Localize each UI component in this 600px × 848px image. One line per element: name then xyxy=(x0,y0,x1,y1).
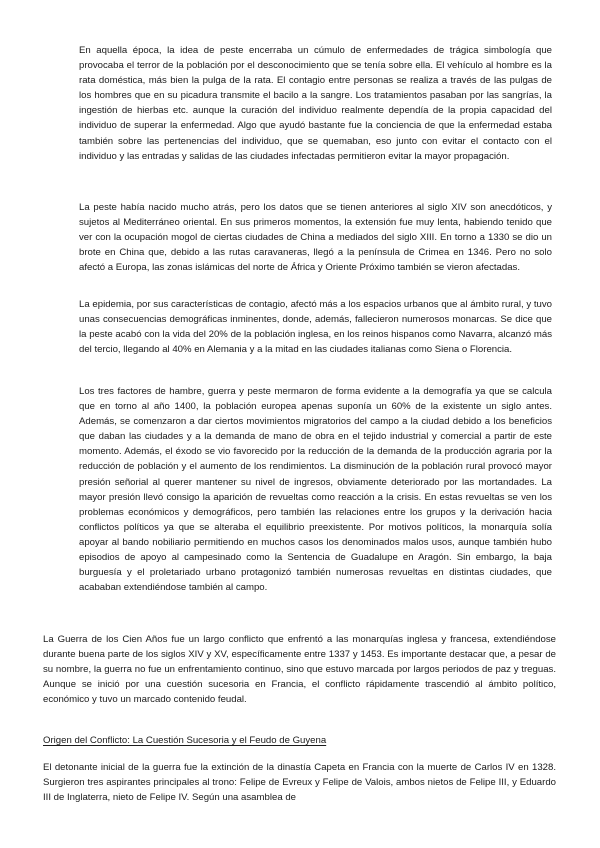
paragraph-succession-origin: El detonante inicial de la guerra fue la extinción de la dinastía Capeta en Francia con la muerte de Carlos IV en 1328. Surgieron tres aspirantes principales al trono: Felipe de Evreux y Felipe de Valois, ambos nietos de Felipe III, y Eduardo III de Inglaterra, nieto de Felipe IV. Según una asamblea de xyxy=(43,762,556,804)
paragraph-plague-concept: En aquella época, la idea de peste encerraba un cúmulo de enfermedades de trágica simbología que provocaba el terror de la población por el desconocimiento que se tenía sobre ella. El vehículo al hombre es la rata doméstica, más bien la pulga de la rata. El contagio entre personas se realiza a través de las pulgas de los hombres que en su picadura transmite el bacilo a la sangre. Los tratamientos pasaban por las sangrías, la ingestión de hierbas etc. aunque la curación del individuo realmente dependía de la propia capacidad del individuo de superar la enfermedad. Algo que ayudó bastante fue la conciencia de que la enfermedad estaba también sobre las pertenencias del individuo, que se quemaban, eso junto con evitar el contacto con el individuo y las entradas y salidas de las ciudades infectadas permitieron evitar la mayor propagación. xyxy=(79,45,552,162)
paragraph-demographic-crisis: Los tres factores de hambre, guerra y peste mermaron de forma evidente a la demografía ya que se calcula que en torno al año 1400, la población europea apenas suponía un 60% de la existente un siglo antes. Además, se comenzaron a dar ciertos movimientos migratorios del campo a la ciudad debido a los beneficios que daban las ciudades y a la demanda de mano de obra en el tejido industrial y comercial a partir de este momento. Además, el éxodo se vio favorecido por la reducción de la demanda de la producción agraria por la reducción de población y el aumento de los rendimientos. La disminución de la población rural provocó mayor presión señorial al querer mantener su nivel de ingresos, obviamente deteriorado por las mortandades. La mayor presión llevó consigo la aparición de revueltas como reacción a la crisis. En estas revueltas se ven los problemas económicos y demográficos, pero también las relaciones entre los grupos y la derivación hacia conflictos políticos ya que se alteraba el equilibrio preexistente. Por motivos políticos, la monarquía solía apoyar al bando nobiliario permitiendo en muchos casos los denominados malos usos, aunque también hubo episodios de apoyo al campesinado como la Sentencia de Guadalupe en Aragón. Sin embargo, la baja burguesía y el proletariado urbano protagonizó también numerosas revueltas en distintas ciudades, que acababan extendiéndose también al campo. xyxy=(79,386,552,594)
section-heading: Origen del Conflicto: La Cuestión Sucesoria y el Feudo de Guyena xyxy=(43,735,327,746)
paragraph-epidemic-effects: La epidemia, por sus características de contagio, afectó más a los espacios urbanos que al ámbito rural, y tuvo unas consecuencias demográficas inminentes, donde, además, fallecieron numerosos monarcas. Se dice que la peste acabó con la vida del 20% de la población inglesa, en los reinos hispanos como Navarra, alcanzó más del tercio, llegando al 40% en Alemania y a la mitad en las ciudades italianas como Siena o Florencia. xyxy=(79,299,552,356)
paragraph-plague-origins: La peste había nacido mucho atrás, pero los datos que se tienen anteriores al siglo XIV son anecdóticos, y sujetos al Mediterráneo oriental. En sus primeros momentos, la extensión fue muy lenta, habiendo tenido que ver con la ocupación mogol de ciertas ciudades de China a mediados del siglo XIII. En torno a 1330 se dio un brote en China que, debido a las rutas caravaneras, llegó a la península de Crimea en 1346. Pero no solo afectó a Europa, las zonas islámicas del norte de África y Oriente Próximo también se vieron afectadas. xyxy=(79,202,552,274)
paragraph-hundred-years-war: La Guerra de los Cien Años fue un largo conflicto que enfrentó a las monarquías inglesa y francesa, extendiéndose durante buena parte de los siglos XIV y XV, específicamente entre 1337 y 1453. Es importante destacar que, a pesar de su nombre, la guerra no fue un enfrentamiento continuo, sino que estuvo marcada por largos periodos de paz y treguas. Aunque se inició por una cuestión sucesoria en Francia, el conflicto rápidamente trascendió al ámbito político, económico y tuvo un marcado contenido feudal. xyxy=(43,634,556,706)
